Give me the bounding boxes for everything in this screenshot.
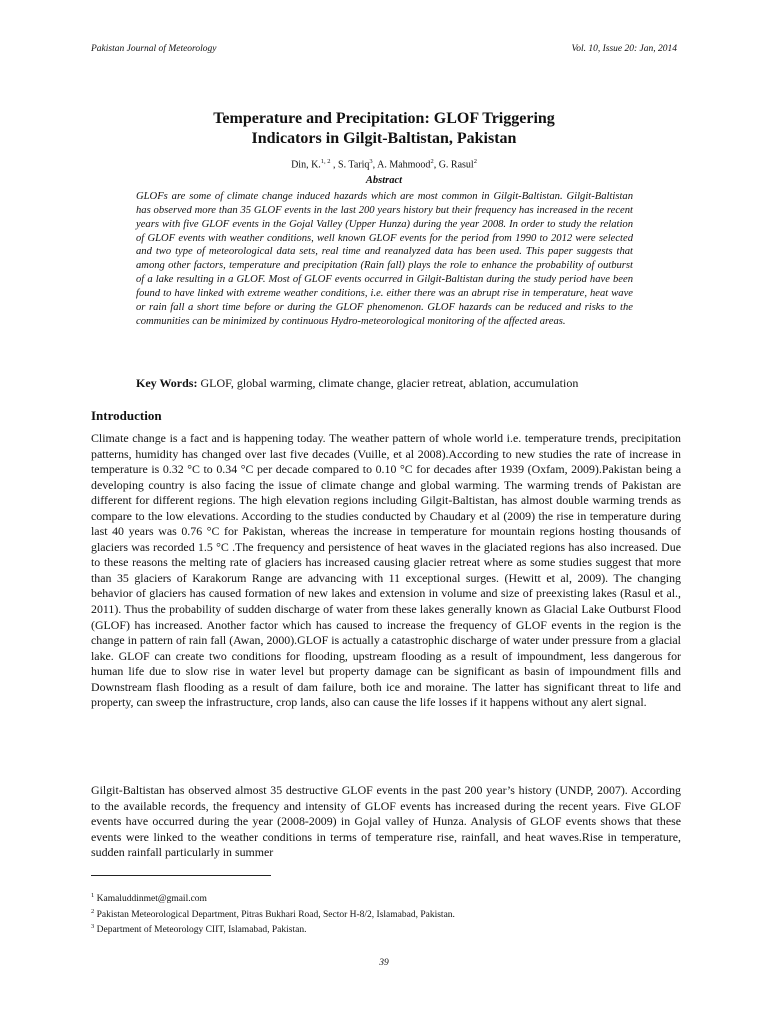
footnote-text: Pakistan Meteorological Department, Pitras Bukhari Road, Sector H-8/2, Islamabad, Pakistan. [96,909,455,920]
author-name: S. Tariq [338,159,370,171]
running-header [91,44,677,54]
body-paragraph: Gilgit-Baltistan has observed almost 35 destructive GLOF events in the past 200 year’s history (UNDP, 2007). According to the available records, the frequency and intensity of GLOF events has increased during the recent years. Five GLOF events have occurred during the year (2008-2009) in Gojal valley of Hunza. Analysis of GLOF events shows that these events were linked to the weather conditions in terms of temperature rise, rainfall, and heat waves.Rise in temperature, sudden rainfall particularly in summer [91,783,681,860]
footnote-divider [91,875,271,876]
footnote-email[interactable]: Kamaluddinmet@gmail.com [96,894,207,905]
footnote-mark: 2 [91,907,95,915]
footnote [91,921,681,937]
title-line-1: Temperature and Precipitation: GLOF Triggering [213,110,555,127]
journal-name: Pakistan Journal of Meteorology [91,44,217,54]
abstract-text: GLOFs are some of climate change induced hazards which are most common in Gilgit-Baltistan. Gilgit-Baltistan has observed more than 35 GLOF events in the last 200 years history but their frequency has increased in the recent years with five GLOF events in the Gojal Valley (Upper Hunza) during the year 2008. In order to study the relation of GLOF events with weather conditions, well known GLOF events for the period from 1990 to 2012 were selected and two type of meteorological data sets, real time and reanalyzed data has been used. This paper suggests that among other factors, temperature and precipitation (Rain fall) plays the role to enhance the probability of outburst of a lake resulting in a GLOF. Most of GLOF events occurred in Gilgit-Baltistan during the study period have been found to have linked with extreme weather conditions, i.e. either there was an abrupt rise in temperature, heat wave or rain fall a short time before or during the GLOF phenomenon. GLOF hazards can be reduced and risks to the communities can be minimized by continuous Hydro-meteorological monitoring of the affected areas. [136,191,633,327]
author-affiliation-mark: 2 [430,158,434,165]
keywords-label: Key Words: [136,376,198,390]
title-line-2: Indicators in Gilgit-Baltistan, Pakistan [251,130,517,147]
footnotes [91,890,681,937]
section-heading-introduction: Introduction [91,408,162,423]
author-affiliation-mark: 3 [369,158,373,165]
author-name: Din, K. [291,159,321,171]
author-list: Din, K.$^{1, 2}$ , S. Tariq$^3$, A. Mahmood$^2$, G. Rasul$^2$ [291,158,477,171]
author-name: G. Rasul [438,159,474,171]
footnote [91,906,681,922]
author-name: A. Mahmood [377,159,431,171]
author-affiliation-mark: 1, 2 [320,158,331,165]
author-affiliation-mark: 2 [473,158,477,165]
footnote-text: Department of Meteorology CIIT, Islamabad, Pakistan. [96,925,307,936]
keywords-list: GLOF, global warming, climate change, glacier retreat, ablation, accumulation [197,376,579,390]
footnote-mark: 1 [91,892,95,899]
abstract-heading: Abstract [365,175,403,186]
footnote [91,890,681,906]
paper-title [91,109,677,149]
issue-info: Vol. 10, Issue 20: Jan, 2014 [571,44,677,54]
page-number: 39 [379,958,389,968]
body-paragraph: Climate change is a fact and is happening today. The weather pattern of whole world i.e. temperature trends, precipitation patterns, humidity has changed over last five decades (Vuille, et al 2008).According to new studies the rate of increase in temperature is 0.32 °C to 0.34 °C per decade compared to 0.10 °C for decades after 1939 (Oxfam, 2009).Pakistan being a developing country is also facing the issue of climate change and global warming. The warming trends of Pakistan are different for different regions. The high elevation regions including Gilgit-Baltistan, has almost double warming trends as compare to the low elevations. According to the studies conducted by Chaudary et al (2009) the rise in temperature during last 40 years was 0.76 °C for Pakistan, whereas the increase in temperature for mountain regions hosting thousands of glaciers was recorded 1.5 °C .The frequency and persistence of heat waves in the glaciated regions has also increased. Due to these reasons the melting rate of glaciers has increased causing glacier retreat where as some studies suggest that more than 35 glaciers of Karakorum Range are advancing with 11 exceptional surges. (Hewitt et al, 2009). The changing behavior of glaciers has caused formation of new lakes and extension in volume and size of preexisting lakes (Rasul et al., 2011). Thus the probability of sudden discharge of water from these lakes generally known as Glacial Lake Outburst Flood (GLOF) has increased. Another factor which has caused to increase the frequency of GLOF events in the region is the change in pattern of rain fall (Awan, 2000).GLOF is actually a catastrophic discharge of water under pressure from a glacial lake. GLOF can create two conditions for flooding, upstream flooding as a result of impoundment, less dangerous for human life due to slow rise in water level but property damage can be significant as basin of impoundment fills and Downstream flash flooding as a result of dam failure, both ice and moraine. The latter has significant threat to life and property, can sweep the infrastructure, crop lands, also can cause the life losses if it happens without any alert signal. [91,431,681,710]
keywords [136,376,656,391]
footnote-mark: 3 [91,923,95,931]
